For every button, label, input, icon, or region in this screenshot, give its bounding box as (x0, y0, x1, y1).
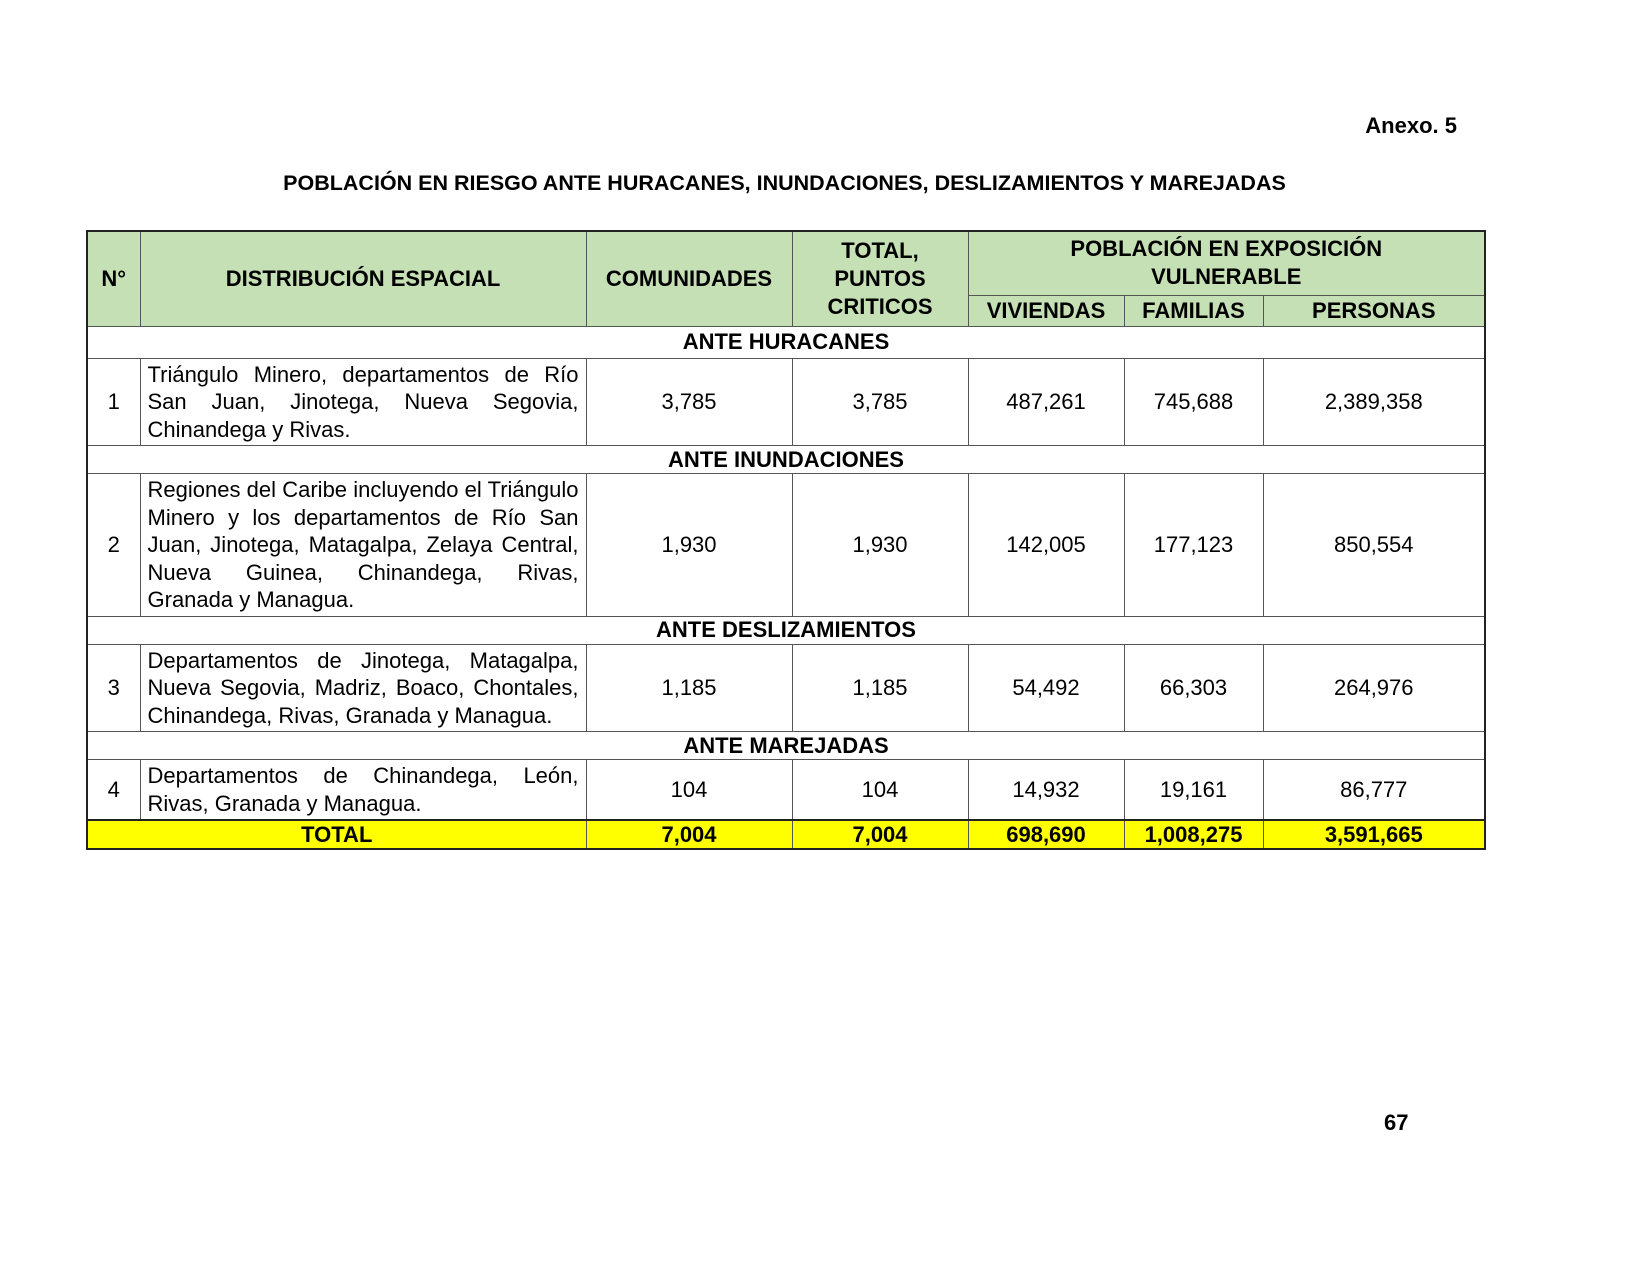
table-row (87, 358, 1485, 446)
row-communities: 1,185 (586, 644, 792, 732)
total-persons: 3,591,665 (1263, 820, 1485, 849)
section-heading: ANTE INUNDACIONES (87, 446, 1485, 474)
row-families: 19,161 (1124, 760, 1263, 821)
total-row (87, 820, 1485, 849)
section-row-landslides (87, 616, 1485, 644)
row-distribution: Regiones del Caribe incluyendo el Triángulo Minero y los departamentos de Río San Juan, Jinotega, Matagalpa, Zelaya Central, Nueva Guinea, Chinandega, Rivas, Granada y Managua. (140, 474, 586, 617)
row-distribution: Departamentos de Jinotega, Matagalpa, Nueva Segovia, Madriz, Boaco, Chontales, Chinandega, Rivas, Granada y Managua. (140, 644, 586, 732)
risk-population-table (86, 230, 1486, 850)
col-header-communities: COMUNIDADES (586, 231, 792, 326)
row-families: 66,303 (1124, 644, 1263, 732)
row-families: 745,688 (1124, 358, 1263, 446)
section-row-floods (87, 446, 1485, 474)
page-number: 67 (1384, 1110, 1409, 1135)
row-communities: 3,785 (586, 358, 792, 446)
row-distribution: Triángulo Minero, departamentos de Río San Juan, Jinotega, Nueva Segovia, Chinandega y Rivas. (140, 358, 586, 446)
section-row-storm-surges (87, 732, 1485, 760)
row-dwellings: 142,005 (968, 474, 1124, 617)
row-dwellings: 54,492 (968, 644, 1124, 732)
row-persons: 2,389,358 (1263, 358, 1485, 446)
row-persons: 850,554 (1263, 474, 1485, 617)
col-header-families: FAMILIAS (1124, 295, 1263, 326)
row-communities: 104 (586, 760, 792, 821)
row-critical-points: 104 (792, 760, 968, 821)
col-header-distribution: DISTRIBUCIÓN ESPACIAL (140, 231, 586, 326)
annex-label: Anexo. 5 (1365, 113, 1457, 138)
section-row-hurricanes (87, 326, 1485, 358)
row-number: 4 (87, 760, 140, 821)
row-distribution: Departamentos de Chinandega, León, Rivas, Granada y Managua. (140, 760, 586, 821)
row-number: 2 (87, 474, 140, 617)
row-critical-points: 1,930 (792, 474, 968, 617)
total-families: 1,008,275 (1124, 820, 1263, 849)
row-dwellings: 14,932 (968, 760, 1124, 821)
section-heading: ANTE DESLIZAMIENTOS (87, 616, 1485, 644)
section-heading: ANTE HURACANES (87, 326, 1485, 358)
row-persons: 264,976 (1263, 644, 1485, 732)
col-header-number: N° (87, 231, 140, 326)
row-families: 177,123 (1124, 474, 1263, 617)
table-row (87, 474, 1485, 617)
row-number: 3 (87, 644, 140, 732)
row-number: 1 (87, 358, 140, 446)
col-header-critical-points: TOTAL, PUNTOS CRITICOS (792, 231, 968, 326)
total-dwellings: 698,690 (968, 820, 1124, 849)
row-critical-points: 1,185 (792, 644, 968, 732)
total-critical-points: 7,004 (792, 820, 968, 849)
col-header-exposure-group: POBLACIÓN EN EXPOSICIÓN VULNERABLE (968, 231, 1485, 295)
col-header-persons: PERSONAS (1263, 295, 1485, 326)
table-row (87, 760, 1485, 821)
table-row (87, 644, 1485, 732)
row-persons: 86,777 (1263, 760, 1485, 821)
row-communities: 1,930 (586, 474, 792, 617)
row-dwellings: 487,261 (968, 358, 1124, 446)
total-label: TOTAL (87, 820, 586, 849)
col-header-dwellings: VIVIENDAS (968, 295, 1124, 326)
total-communities: 7,004 (586, 820, 792, 849)
row-critical-points: 3,785 (792, 358, 968, 446)
document-title: POBLACIÓN EN RIESGO ANTE HURACANES, INUNDACIONES, DESLIZAMIENTOS Y MAREJADAS (283, 171, 1286, 195)
section-heading: ANTE MAREJADAS (87, 732, 1485, 760)
